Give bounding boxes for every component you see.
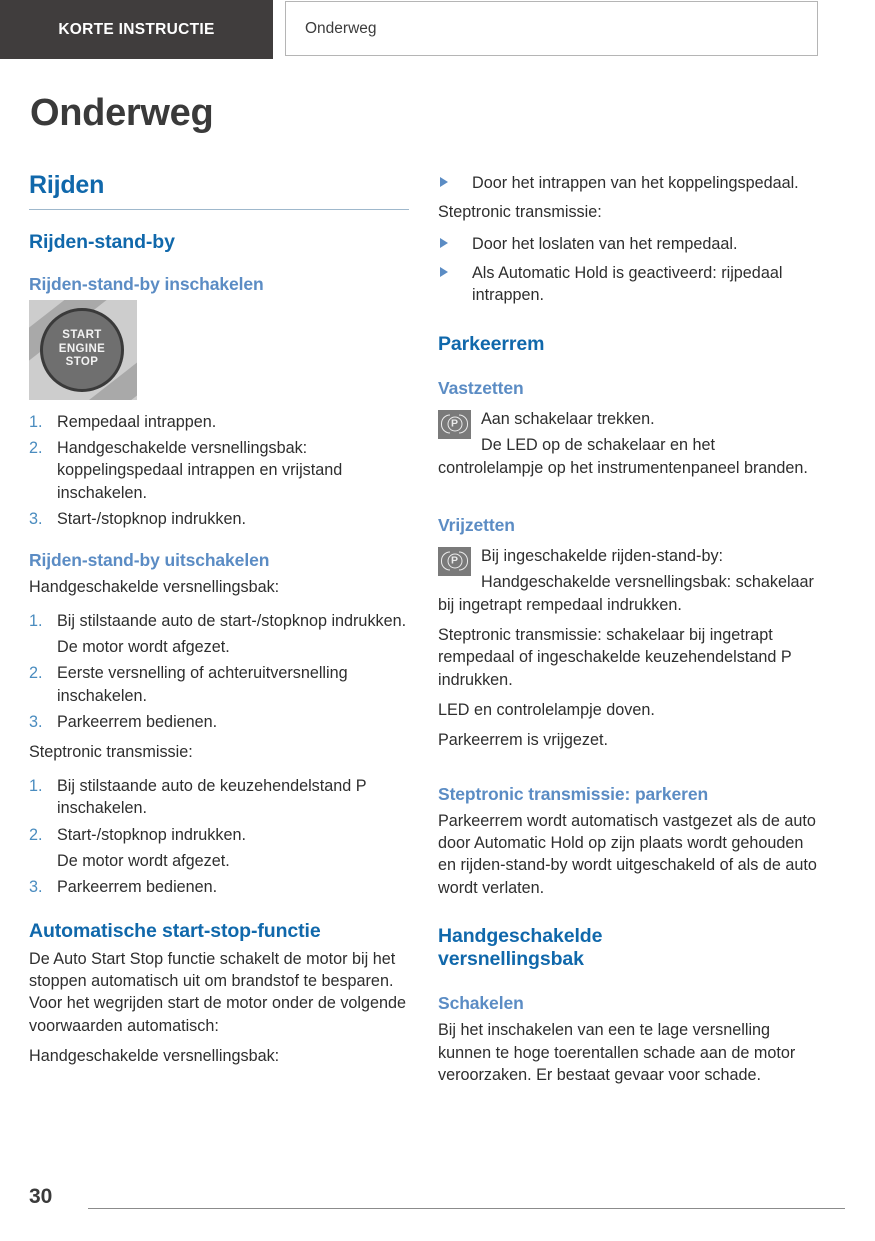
list-item xyxy=(29,876,409,898)
parking-brake-p-letter: P xyxy=(447,417,462,432)
footer-rule xyxy=(88,1208,845,1209)
heading-handgeschakelde-versnellingsbak: Handgeschakelde versnellingsbak xyxy=(438,925,603,971)
right-column xyxy=(438,172,818,1086)
step-number: 1. xyxy=(29,611,43,630)
step-number: 1. xyxy=(29,776,43,795)
step-text: Bij stilstaande auto de start-/stopknop indrukken. xyxy=(57,611,407,630)
list-item xyxy=(438,262,818,307)
paragraph-autostartstop: De Auto Start Stop functie schakelt de motor bij het stoppen automatisch uit om brandstof te besparen. Voor het wegrijden start de motor onder de volgende voorwaarden automatisch: xyxy=(29,949,407,1035)
list-item xyxy=(29,508,409,530)
triangle-bullet-icon xyxy=(440,238,448,248)
start-engine-stop-button-icon xyxy=(40,308,124,392)
step-number: 2. xyxy=(29,664,43,683)
bullet-text: Door het loslaten van het rempedaal. xyxy=(472,234,738,253)
step-text: Parkeerrem bedienen. xyxy=(57,878,218,897)
step-continuation: De motor wordt afgezet. xyxy=(57,638,230,657)
paragraph-schakelen: Bij het inschakelen van een te lage versnelling kunnen te hoge toerentallen schade aan de motor veroorzaken. Er bestaat gevaar voor schade. xyxy=(438,1021,796,1084)
page-footer xyxy=(0,1185,875,1225)
bullet-text: Als Automatic Hold is geactiveerd: rijpedaal intrappen. xyxy=(472,264,783,305)
list-item xyxy=(29,711,409,733)
list-item xyxy=(29,411,409,433)
section-heading-rijden: Rijden xyxy=(29,171,105,199)
vastzetten-line-1: Aan schakelaar trekken. xyxy=(481,409,655,428)
list-item xyxy=(29,610,409,659)
header-chapter-box xyxy=(285,1,818,56)
step-text: Handgeschakelde versnellingsbak: koppelingspedaal intrappen en vrijstand inschakelen. xyxy=(57,438,343,502)
heading-vastzetten: Vastzetten xyxy=(438,377,524,398)
header-chapter-label: Onderweg xyxy=(305,19,377,37)
step-number: 2. xyxy=(29,438,43,457)
vastzetten-line-2: De LED op de schakelaar en het controlelampje op het instrumentenpaneel branden. xyxy=(438,436,808,477)
label-steptronic-transmissie: Steptronic transmissie: xyxy=(438,203,602,222)
heading-steptronic-transmissie-parkeren: Steptronic transmissie: parkeren xyxy=(438,783,709,804)
step-number: 1. xyxy=(29,412,43,431)
paragraph-vrijzetten-steptronic: Steptronic transmissie: schakelaar bij ingetrapt rempedaal of ingeschakelde keuzehendelstand P indrukken. xyxy=(438,625,792,689)
bullet-text: Door het intrappen van het koppelingspedaal. xyxy=(472,174,799,192)
running-header xyxy=(0,0,875,59)
page-title: Onderweg xyxy=(30,92,214,134)
section-rule xyxy=(29,209,409,210)
step-text: Parkeerrem bedienen. xyxy=(57,713,218,732)
parking-brake-p-letter: P xyxy=(447,554,462,569)
vrijzetten-icon-paragraph xyxy=(438,545,818,616)
step-number: 3. xyxy=(29,509,43,528)
step-text: Start-/stopknop indrukken. xyxy=(57,509,246,528)
step-text: Bij stilstaande auto de keuzehendelstand P inschakelen. xyxy=(57,776,367,818)
step-text: Rempedaal intrappen. xyxy=(57,412,217,431)
heading-parkeerrem: Parkeerrem xyxy=(438,332,545,355)
label-handgeschakelde-versnellingsbak: Handgeschakelde versnellingsbak: xyxy=(29,578,280,597)
list-item xyxy=(29,775,409,820)
triangle-bullet-icon xyxy=(440,267,448,277)
vrijzetten-line-1: Bij ingeschakelde rijden-stand-by: xyxy=(481,546,724,565)
manual-bullets-list xyxy=(438,172,818,194)
heading-vrijzetten: Vrijzetten xyxy=(438,514,515,535)
stop-label: STOP xyxy=(65,356,99,369)
heading-rijden-stand-by: Rijden-stand-by xyxy=(29,230,175,253)
header-tab-label: KORTE INSTRUCTIE xyxy=(58,20,215,38)
list-item xyxy=(438,172,818,194)
step-text: Eerste versnelling of achteruitversnelling inschakelen. xyxy=(57,664,348,705)
heading-schakelen: Schakelen xyxy=(438,993,524,1014)
step-number: 3. xyxy=(29,878,43,897)
start-label: START xyxy=(62,329,102,342)
step-continuation: De motor wordt afgezet. xyxy=(57,851,230,870)
step-number: 2. xyxy=(29,825,43,844)
footer-page-number: 30 xyxy=(29,1185,53,1208)
step-number: 3. xyxy=(29,713,43,732)
label-autostartstop-handgeschakelde: Handgeschakelde versnellingsbak: xyxy=(29,1047,280,1066)
triangle-bullet-icon xyxy=(440,177,448,187)
paragraph-steptronic-parkeren: Parkeerrem wordt automatisch vastgezet als de auto door Automatic Hold op zijn plaats wordt gehouden en rijden-stand-by wordt uitgeschakeld of als de auto wordt verlaten. xyxy=(438,811,817,897)
disable-steps-manual-list xyxy=(29,610,409,734)
vrijzetten-line-2: Handgeschakelde versnellingsbak: schakelaar bij ingetrapt rempedaal indrukken. xyxy=(438,573,814,614)
list-item xyxy=(29,437,409,504)
vastzetten-icon-paragraph xyxy=(438,408,818,479)
paragraph-led-doven: LED en controlelampje doven. xyxy=(438,701,655,720)
heading-rijden-stand-by-inschakelen: Rijden-stand-by inschakelen xyxy=(29,273,264,294)
step-text: Start-/stopknop indrukken. xyxy=(57,825,246,844)
left-column xyxy=(29,172,409,1067)
steptronic-bullets-list xyxy=(438,233,818,307)
paragraph-parkeerrem-vrijgezet: Parkeerrem is vrijgezet. xyxy=(438,731,609,750)
start-stop-button-photo xyxy=(29,300,137,400)
engine-label: ENGINE xyxy=(58,342,106,355)
disable-steps-steptronic-list xyxy=(29,775,409,899)
parking-brake-icon xyxy=(438,547,471,576)
list-item xyxy=(29,662,409,707)
list-item xyxy=(29,824,409,873)
enable-steps-list xyxy=(29,411,409,531)
parking-brake-icon xyxy=(438,410,471,439)
header-tab-korte-instructie xyxy=(0,0,273,59)
list-item xyxy=(438,233,818,255)
label-steptronic-transmissie: Steptronic transmissie: xyxy=(29,743,193,762)
heading-rijden-stand-by-uitschakelen: Rijden-stand-by uitschakelen xyxy=(29,550,270,571)
heading-automatische-start-stop-functie: Automatische start-stop-functie xyxy=(29,919,321,942)
